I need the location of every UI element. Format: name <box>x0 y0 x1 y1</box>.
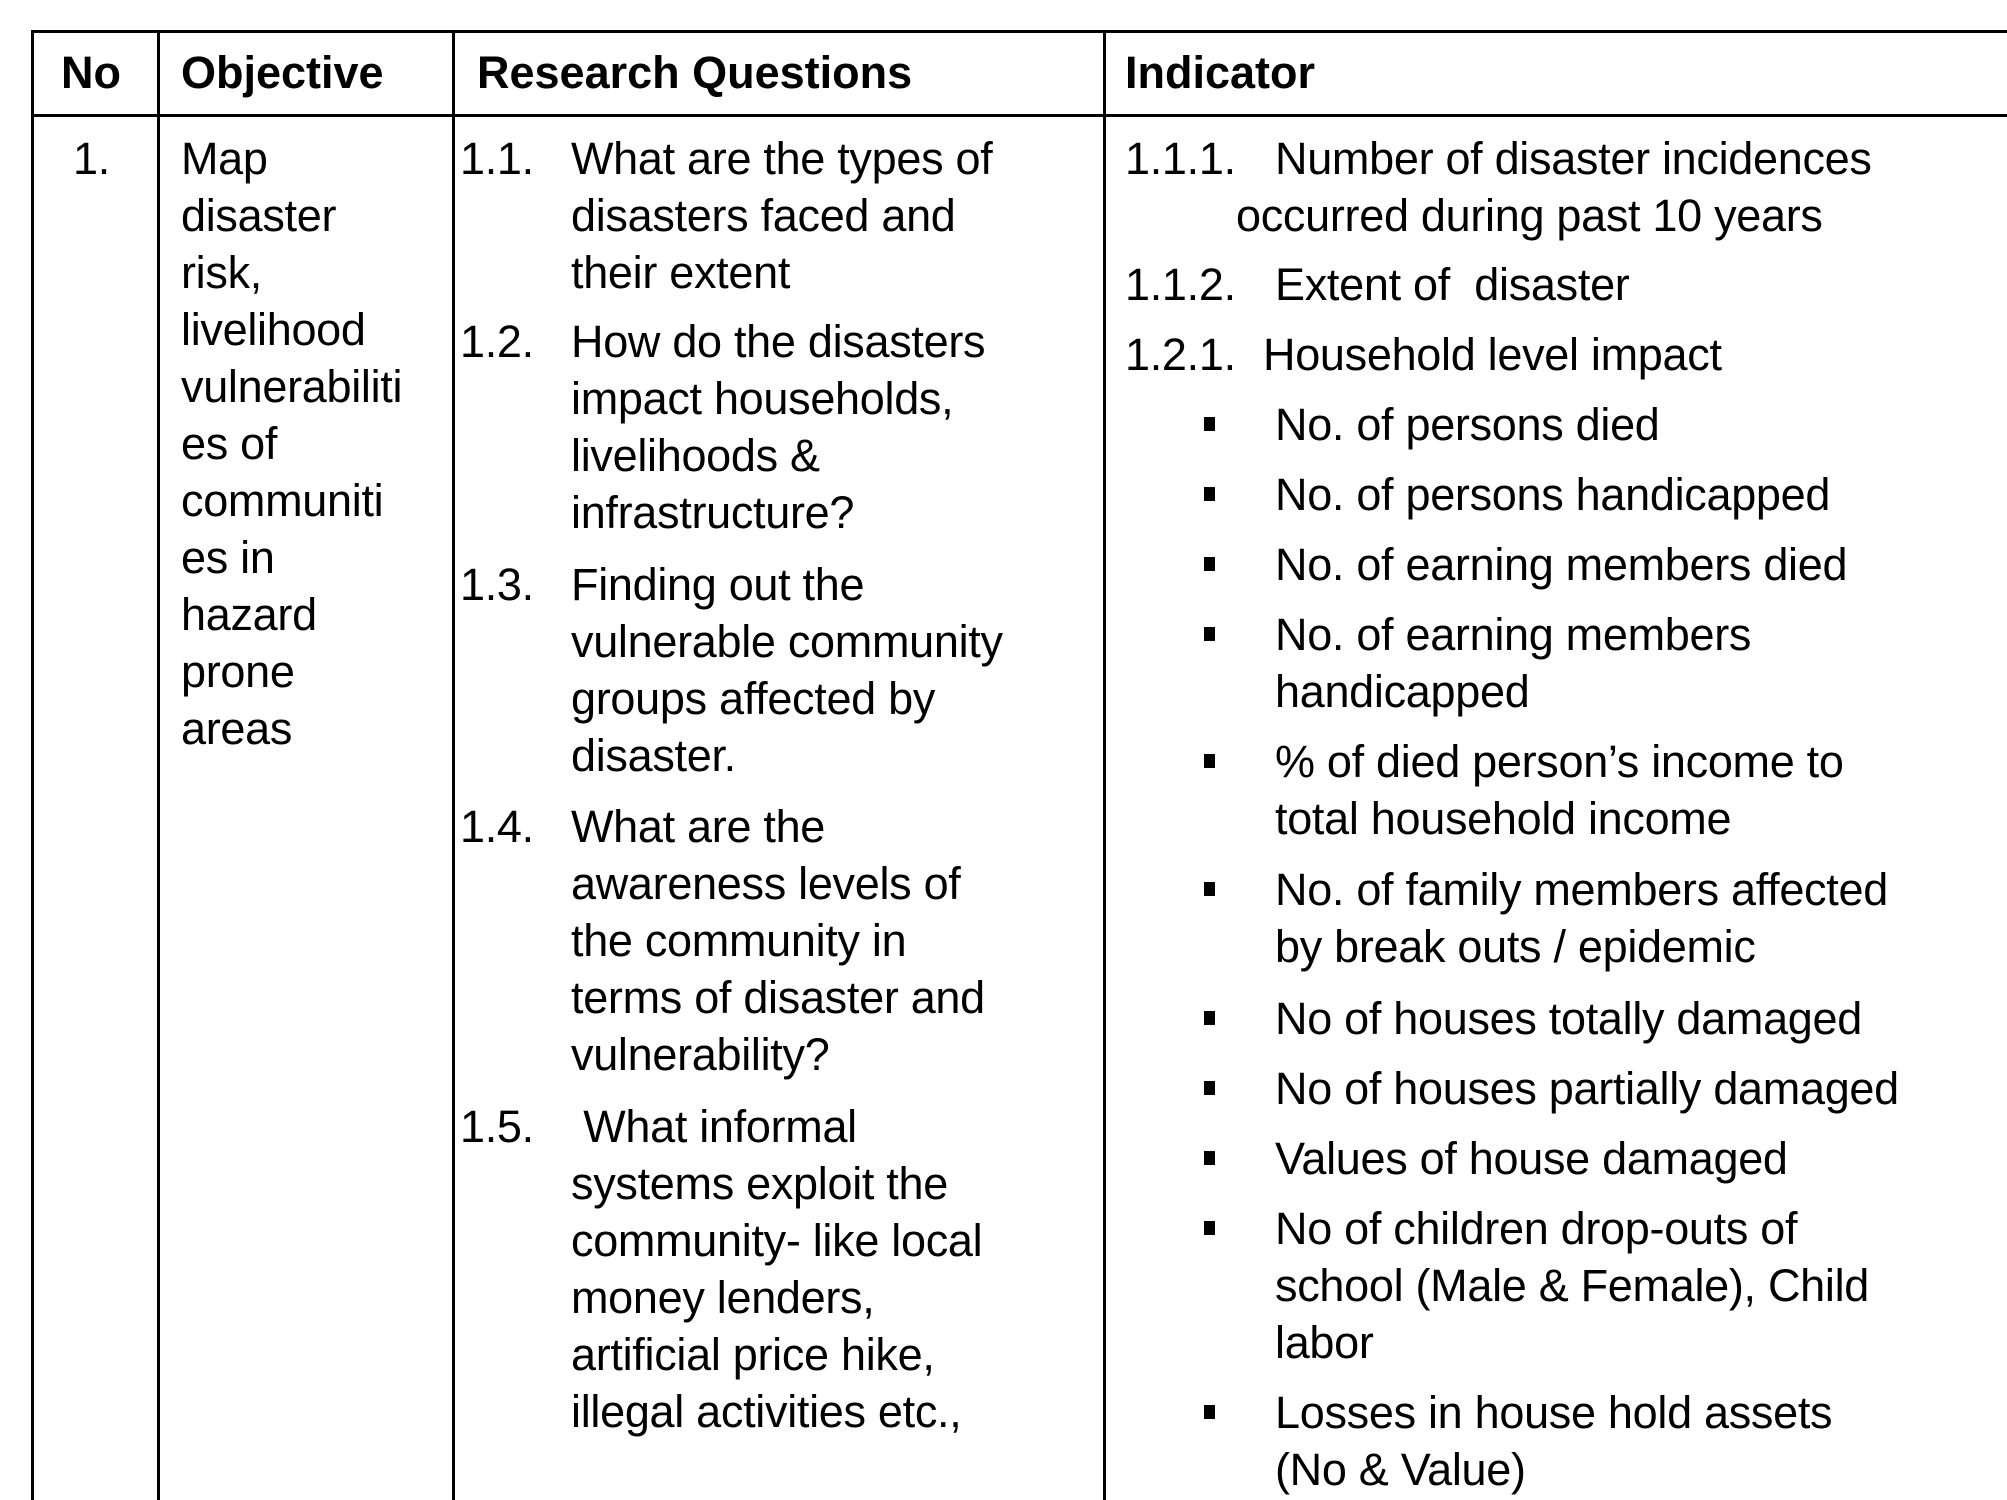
question-line: livelihoods & <box>571 430 820 481</box>
indicator-bullet-line: No. of persons handicapped <box>1275 469 1831 520</box>
objective-line: es in <box>181 532 275 583</box>
indicator-bullet-line: No. of earning members <box>1275 609 1752 660</box>
question-number: 1.4. <box>460 801 534 852</box>
indicator-line: Household level impact <box>1263 329 1722 380</box>
question-line: awareness levels of <box>571 858 961 909</box>
question-line: disaster. <box>571 730 736 781</box>
header-no: No <box>61 47 121 98</box>
objective-line: vulnerabiliti <box>181 361 403 412</box>
question-line: What informal <box>571 1101 857 1152</box>
bullet-icon <box>1204 1221 1215 1235</box>
bullet-icon <box>1204 627 1215 641</box>
indicator-bullet-line: labor <box>1275 1317 1374 1368</box>
indicator-number: 1.2.1. <box>1125 329 1236 380</box>
question-line: systems exploit the <box>571 1158 948 1209</box>
column-divider-3 <box>1103 30 1106 1500</box>
question-number: 1.2. <box>460 316 534 367</box>
objective-line: communiti <box>181 475 384 526</box>
question-line: money lenders, <box>571 1272 875 1323</box>
bullet-icon <box>1204 1405 1215 1419</box>
indicator-number: 1.1.2. <box>1125 259 1236 310</box>
indicator-bullet-line: handicapped <box>1275 666 1530 717</box>
question-line: the community in <box>571 915 907 966</box>
question-line: vulnerability? <box>571 1029 830 1080</box>
indicator-line: occurred during past 10 years <box>1236 190 1823 241</box>
indicator-bullet-line: % of died person’s income to <box>1275 736 1844 787</box>
objective-line: Map <box>181 133 268 184</box>
bullet-icon <box>1204 487 1215 501</box>
question-line: terms of disaster and <box>571 972 985 1023</box>
question-line: vulnerable community <box>571 616 1003 667</box>
objective-line: disaster <box>181 190 337 241</box>
indicator-bullet-line: total household income <box>1275 793 1732 844</box>
bullet-icon <box>1204 754 1215 768</box>
objective-line: es of <box>181 418 278 469</box>
bullet-icon <box>1204 557 1215 571</box>
header-indicator: Indicator <box>1125 47 1316 98</box>
column-divider-1 <box>157 30 160 1500</box>
question-line: What are the <box>571 801 826 852</box>
objective-line: hazard <box>181 589 317 640</box>
question-line: community- like local <box>571 1215 983 1266</box>
indicator-bullet-line: No. of family members affected <box>1275 864 1888 915</box>
bullet-icon <box>1204 1011 1215 1025</box>
question-line: Finding out the <box>571 559 865 610</box>
indicator-bullet-line: No of houses totally damaged <box>1275 993 1862 1044</box>
indicator-bullet-line: Values of house damaged <box>1275 1133 1788 1184</box>
bullet-icon <box>1204 1081 1215 1095</box>
row-number: 1. <box>73 133 110 184</box>
indicator-bullet-line: No of houses partially damaged <box>1275 1063 1899 1114</box>
indicator-bullet-line: Losses in house hold assets <box>1275 1387 1833 1438</box>
header-research-questions: Research Questions <box>477 47 913 98</box>
question-line: impact households, <box>571 373 954 424</box>
indicator-bullet-line: by break outs / epidemic <box>1275 921 1756 972</box>
objective-line: prone <box>181 646 295 697</box>
question-line: What are the types of <box>571 133 993 184</box>
bullet-icon <box>1204 1151 1215 1165</box>
indicator-line: Number of disaster incidences <box>1275 133 1872 184</box>
indicator-bullet-line: No. of persons died <box>1275 399 1660 450</box>
indicator-bullet-line: school (Male & Female), Child <box>1275 1260 1870 1311</box>
column-divider-2 <box>452 30 455 1500</box>
question-line: disasters faced and <box>571 190 956 241</box>
objective-line: areas <box>181 703 293 754</box>
question-line: artificial price hike, <box>571 1329 935 1380</box>
question-line: groups affected by <box>571 673 936 724</box>
indicator-bullet-line: No. of earning members died <box>1275 539 1848 590</box>
header-bottom-border <box>31 114 2007 117</box>
question-number: 1.3. <box>460 559 534 610</box>
bullet-icon <box>1204 417 1215 431</box>
objective-line: risk, <box>181 247 262 298</box>
question-line: How do the disasters <box>571 316 986 367</box>
question-line: infrastructure? <box>571 487 855 538</box>
question-line: illegal activities etc., <box>571 1386 962 1437</box>
table-top-border <box>31 30 2007 33</box>
indicator-number: 1.1.1. <box>1125 133 1236 184</box>
indicator-line: Extent of disaster <box>1275 259 1630 310</box>
indicator-bullet-line: No of children drop-outs of <box>1275 1203 1798 1254</box>
objective-line: livelihood <box>181 304 366 355</box>
table-left-border <box>31 30 34 1500</box>
question-line: their extent <box>571 247 791 298</box>
indicator-bullet-line: (No & Value) <box>1275 1444 1526 1495</box>
header-objective: Objective <box>181 47 384 98</box>
question-number: 1.5. <box>460 1101 534 1152</box>
bullet-icon <box>1204 882 1215 896</box>
question-number: 1.1. <box>460 133 534 184</box>
